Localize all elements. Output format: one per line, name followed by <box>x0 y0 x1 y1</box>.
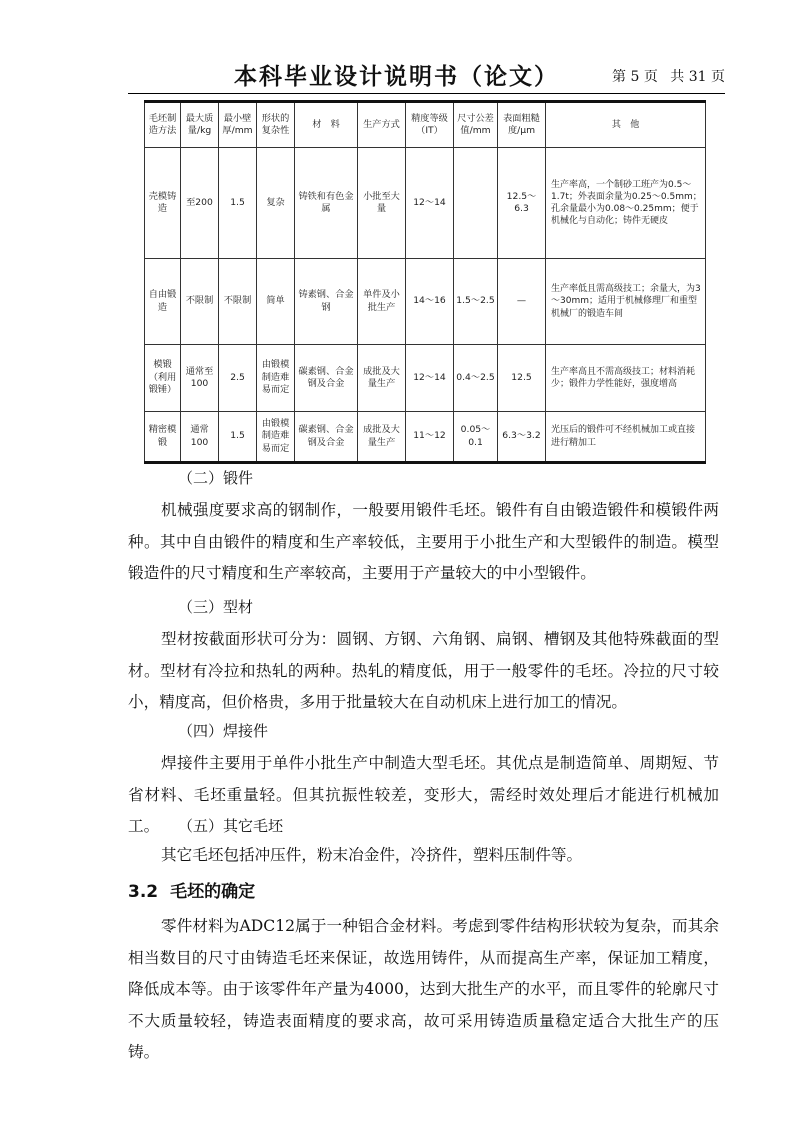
page-title: 本科毕业设计说明书（论文） <box>234 64 559 90</box>
forging-heading: （二）锻件 <box>178 469 254 487</box>
table-cell: 1.5 <box>219 412 257 463</box>
other-blank-heading: （五）其它毛坯 <box>178 817 284 835</box>
table-cell: 12～14 <box>406 148 454 259</box>
table-cell: 1.5～2.5 <box>454 259 498 345</box>
table-row <box>145 259 706 345</box>
table-cell: 壳模铸造 <box>145 148 181 259</box>
table-row <box>145 412 706 463</box>
header-cell: 最大质量/kg <box>181 102 219 148</box>
table-cell: 小批至大量 <box>358 148 406 259</box>
table-header-row <box>145 102 706 148</box>
table-row <box>145 148 706 259</box>
table-cell: 不限制 <box>181 259 219 345</box>
table-cell: 模锻（利用锻锤） <box>145 345 181 412</box>
table-cell: 通常至100 <box>181 345 219 412</box>
table-cell: 12.5～6.3 <box>498 148 546 259</box>
total-pages-label: 共 31 页 <box>670 69 725 85</box>
header-rule <box>128 93 725 94</box>
table-cell: 1.5 <box>219 148 257 259</box>
current-page-label: 第 5 页 <box>612 69 658 85</box>
table-cell: 光压后的锻件可不经机械加工或直接进行精加工 <box>546 412 706 463</box>
table-cell: 2.5 <box>219 345 257 412</box>
table-cell: 简单 <box>257 259 295 345</box>
blank-method-table <box>144 100 706 457</box>
table-cell: 12.5 <box>498 345 546 412</box>
table-cell: 铸铁和有色金属 <box>295 148 358 259</box>
header-cell: 毛坯制造方法 <box>145 102 181 148</box>
profile-paragraph: 型材按截面形状可分为：圆钢、方钢、六角钢、扁钢、槽钢及其他特殊截面的型材。型材有冷拉和热轧的两种。热轧的精度低，用于一般零件的毛坯。冷拉的尺寸较小，精度高，但价格贵，多用于批量较大在自动机床上进行加工的情况。 <box>128 630 719 711</box>
comparison-table <box>144 100 706 464</box>
table-cell: 成批及大量生产 <box>358 345 406 412</box>
table-cell: 碳素钢、合金钢及合金 <box>295 412 358 463</box>
table-cell: 通常100 <box>181 412 219 463</box>
other-blank-paragraph: 其它毛坯包括冲压件，粉末冶金件，冷挤件，塑料压制件等。 <box>161 846 583 864</box>
section-title: 毛坯的确定 <box>170 882 256 902</box>
table-cell: 至200 <box>181 148 219 259</box>
table-cell: 单件及小批生产 <box>358 259 406 345</box>
table-cell: 生产率高且不需高级技工；材料消耗少；锻件力学性能好，强度增高 <box>546 345 706 412</box>
header-cell: 尺寸公差值/mm <box>454 102 498 148</box>
header-cell: 表面粗糙度/μm <box>498 102 546 148</box>
table-cell: 14～16 <box>406 259 454 345</box>
header-cell: 材 料 <box>295 102 358 148</box>
section-heading <box>128 877 255 902</box>
table-cell: 12～14 <box>406 345 454 412</box>
profile-heading: （三）型材 <box>178 598 254 616</box>
table-cell: 不限制 <box>219 259 257 345</box>
table-cell: 生产率高，一个制砂工班产为0.5～1.7t；外表面余量为0.25～0.5mm；孔余量最小为0.08～0.25mm；便于机械化与自动化；铸件无硬皮 <box>546 148 706 259</box>
table-cell: 精密模锻 <box>145 412 181 463</box>
header-cell: 最小壁厚/mm <box>219 102 257 148</box>
table-cell: — <box>498 259 546 345</box>
table-cell: 碳素钢、合金钢及合金 <box>295 345 358 412</box>
table-cell: 自由锻造 <box>145 259 181 345</box>
section-number: 3.2 <box>128 882 159 902</box>
section-paragraph: 零件材料为ADC12属于一种铝合金材料。考虑到零件结构形状较为复杂，而其余相当数目的尺寸由铸造毛坯来保证，故选用铸件，从而提高生产率，保证加工精度，降低成本等。由于该零件年产量为4000，达到大批生产的水平，而且零件的轮廓尺寸不大质量较轻，铸造表面精度的要求高，故可采用铸造质量稳定适合大批生产的压铸。 <box>128 917 719 1061</box>
table-cell <box>454 148 498 259</box>
header-cell: 其 他 <box>546 102 706 148</box>
page-number <box>604 66 725 86</box>
table-cell: 0.4～2.5 <box>454 345 498 412</box>
weld-heading: （四）焊接件 <box>178 722 269 740</box>
header-cell: 生产方式 <box>358 102 406 148</box>
table-cell: 复杂 <box>257 148 295 259</box>
table-cell: 11～12 <box>406 412 454 463</box>
table-cell: 由锻模制造难易而定 <box>257 345 295 412</box>
table-cell: 6.3～3.2 <box>498 412 546 463</box>
header-cell: 形状的复杂性 <box>257 102 295 148</box>
table-cell: 成批及大量生产 <box>358 412 406 463</box>
table-cell: 0.05～0.1 <box>454 412 498 463</box>
weld-paragraph: 焊接件主要用于单件小批生产中制造大型毛坯。其优点是制造简单、周期短、节省材料、毛坯重量轻。但其抗振性较差，变形大，需经时效处理后才能进行机械加工。 <box>128 754 719 835</box>
table-cell: 由锻模制造难易而定 <box>257 412 295 463</box>
table-cell: 铸素钢、合金钢 <box>295 259 358 345</box>
table-cell: 生产率低且需高级技工；余量大，为3～30mm；适用于机械修理厂和重型机械厂的锻造车间 <box>546 259 706 345</box>
header-cell: 精度等级（IT） <box>406 102 454 148</box>
table-row <box>145 345 706 412</box>
forging-paragraph: 机械强度要求高的钢制作，一般要用锻件毛坯。锻件有自由锻造锻件和模锻件两种。其中自由锻件的精度和生产率较低，主要用于小批生产和大型锻件的制造。模型锻造件的尺寸精度和生产率较高，主要用于产量较大的中小型锻件。 <box>128 501 719 582</box>
